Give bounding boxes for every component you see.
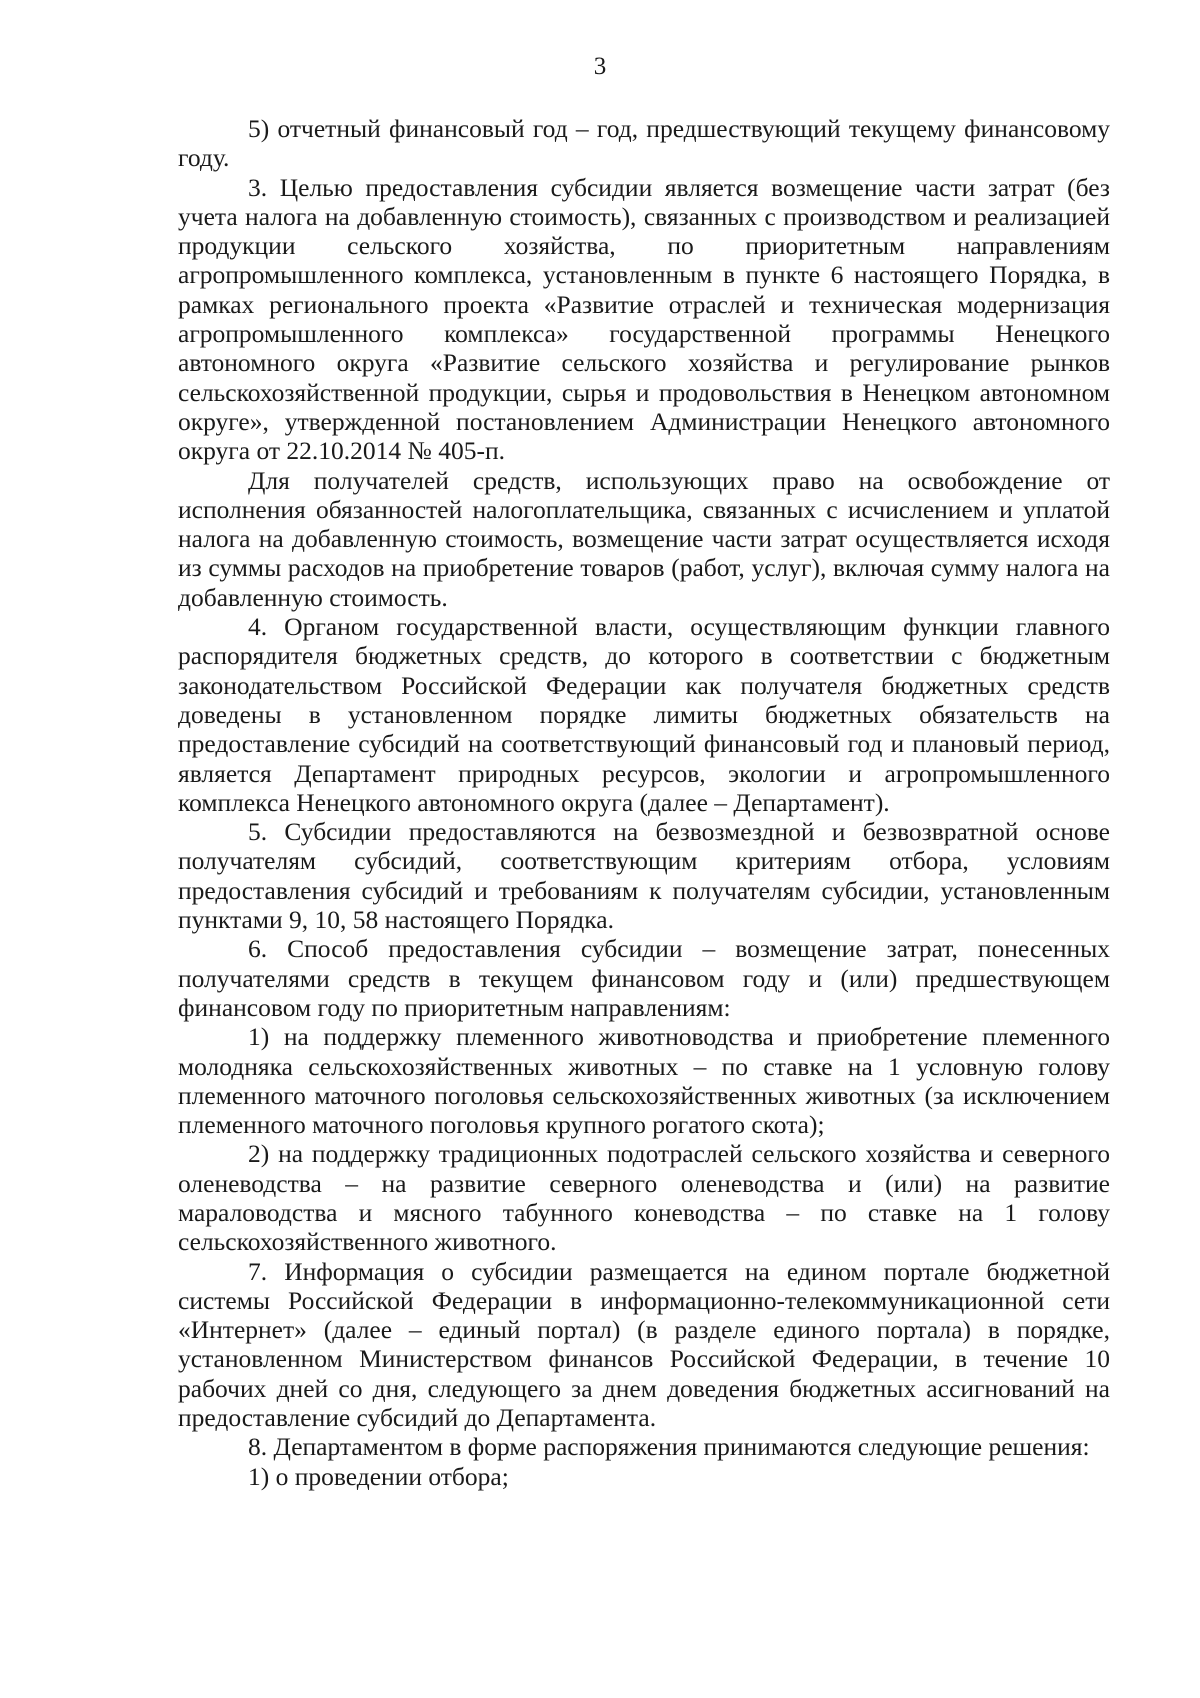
paragraph-reporting-year: 5) отчетный финансовый год – год, предшествующий текущему финансовому году.	[178, 114, 1110, 173]
paragraph-6-2-reindeer: 2) на поддержку традиционных подотраслей сельского хозяйства и северного оленеводства – на развитие северного оленеводства и (или) на развитие мараловодства и мясного табунного коневодства – по ставке на 1 голову сельскохозяйственного животного.	[178, 1139, 1110, 1257]
paragraph-8-decisions: 8. Департаментом в форме распоряжения принимаются следующие решения:	[248, 1432, 1090, 1462]
paragraph-vat-exemption: Для получателей средств, использующих право на освобождение от исполнения обязанностей налогоплательщика, связанных с исчислением и уплатой налога на добавленную стоимость, возмещение части затрат осуществляется исходя из суммы расходов на приобретение товаров (работ, услуг), включая сумму налога на добавленную стоимость.	[178, 465, 1110, 612]
paragraph-6-method: 6. Способ предоставления субсидии – возмещение затрат, понесенных получателями средств в текущем финансовом году и (или) предшествующем финансовом году по приоритетным направлениям:	[178, 934, 1110, 1022]
paragraph-3-purpose: 3. Целью предоставления субсидии является возмещение части затрат (без учета налога на добавленную стоимость), связанных с производством и реализацией продукции сельского хозяйства, по приоритетным направлениям агропромышленного комплекса, установленным в пункте 6 настоящего Порядка, в рамках регионального проекта «Развитие отраслей и техническая модернизация агропромышленного комплекса» государственной программы Ненецкого автономного округа «Развитие сельского хозяйства и регулирование рынков сельскохозяйственной продукции, сырья и продовольствия в Ненецком автономном округе», утвержденной постановлением Администрации Ненецкого автономного округа от 22.10.2014 № 405-п.	[178, 172, 1110, 466]
paragraph-5-basis: 5. Субсидии предоставляются на безвозмездной и безвозвратной основе получателям субсидий, соответствующим критериям отбора, условиям предоставления субсидий и требованиям к получателям субсидии, установленным пунктами 9, 10, 58 настоящего Порядка.	[178, 817, 1110, 935]
paragraph-6-1-breeding: 1) на поддержку племенного животноводства и приобретение племенного молодняка сельскохозяйственных животных – по ставке на 1 условную голову племенного маточного поголовья сельскохозяйственных животных (за исключением племенного маточного поголовья крупного рогатого скота);	[178, 1022, 1110, 1140]
paragraph-8-1-selection: 1) о проведении отбора;	[248, 1461, 509, 1491]
paragraph-7-information: 7. Информация о субсидии размещается на едином портале бюджетной системы Российской Федерации в информационно-телекоммуникационной сети «Интернет» (далее – единый портал) (в разделе единого портала) в порядке, установленном Министерством финансов Российской Федерации, в течение 10 рабочих дней со дня, следующего за днем доведения бюджетных ассигнований на предоставление субсидий до Департамента.	[178, 1256, 1110, 1433]
page-number: 3	[593, 53, 607, 80]
document-body	[178, 114, 1110, 1491]
paragraph-4-authority: 4. Органом государственной власти, осуществляющим функции главного распорядителя бюджетных средств, до которого в соответствии с бюджетным законодательством Российской Федерации как получателя бюджетных средств доведены в установленном порядке лимиты бюджетных обязательств на предоставление субсидий на соответствующий финансовый год и плановый период, является Департамент природных ресурсов, экологии и агропромышленного комплекса Ненецкого автономного округа (далее – Департамент).	[178, 612, 1110, 817]
